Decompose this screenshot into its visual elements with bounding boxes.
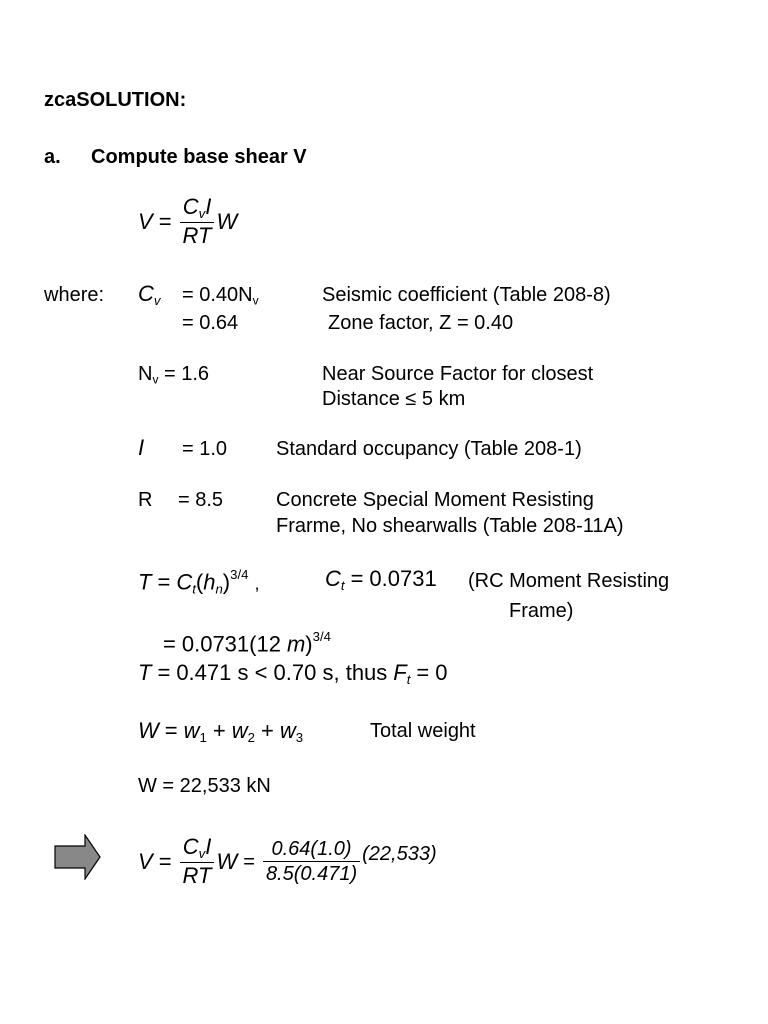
- r-symbol: R: [138, 489, 153, 511]
- r-description-line2: Frarme, No shearwalls (Table 208-11A): [276, 515, 624, 537]
- cv-value-2: = 0.64: [182, 312, 239, 334]
- r-description-line1: Concrete Special Moment Resisting: [276, 489, 594, 511]
- weight-formula: $W = w_1 + w_2 + w_3$: [138, 718, 304, 745]
- part-a-title: Compute base shear V: [91, 146, 307, 168]
- solution-heading: zcaSOLUTION:: [44, 89, 187, 111]
- ct-description-line1: (RC Moment Resisting: [468, 570, 670, 592]
- period-formula: $T = C_t(h_n)^{3/4}$ ,: [138, 567, 260, 597]
- importance-description: Standard occupancy (Table 208-1): [276, 438, 582, 460]
- part-a-letter: a.: [44, 146, 61, 168]
- importance-symbol: I: [138, 435, 145, 460]
- nv-value: $N_v = 1.6$: [138, 363, 210, 387]
- zone-factor-description: Zone factor, Z = 0.40: [328, 312, 514, 334]
- period-result: T = 0.471 s < 0.70 s, thus $F_t = 0$: [138, 660, 448, 687]
- importance-value: = 1.0: [182, 438, 228, 460]
- cv-description: Seismic coefficient (Table 208-8): [322, 284, 611, 306]
- period-substitution: = 0.0731(12 m)$^{3/4}$: [163, 629, 331, 657]
- right-arrow-icon: [54, 834, 102, 880]
- r-value: = 8.5: [178, 489, 224, 511]
- weight-description: Total weight: [370, 720, 476, 742]
- cv-symbol: $C_v$: [138, 281, 161, 308]
- nv-description-line2: Distance ≤ 5 km: [322, 388, 466, 410]
- nv-description-line1: Near Source Factor for closest: [322, 363, 594, 385]
- base-shear-formula: V = $\frac{C_vI}{RT}$ W: [138, 194, 238, 249]
- weight-value: W = 22,533 kN: [138, 775, 271, 797]
- cv-value: = $0.40N_v$: [182, 284, 259, 308]
- final-base-shear-formula: V = $\frac{C_vI}{RT}$ W = $\frac{0.64(1.0)}{8.5(0.471)}$ (22,533): [138, 834, 437, 889]
- ct-description-line2: Frame): [509, 600, 574, 622]
- where-label: where:: [44, 284, 105, 306]
- ct-formula: $C_t = 0.0731$: [325, 566, 437, 593]
